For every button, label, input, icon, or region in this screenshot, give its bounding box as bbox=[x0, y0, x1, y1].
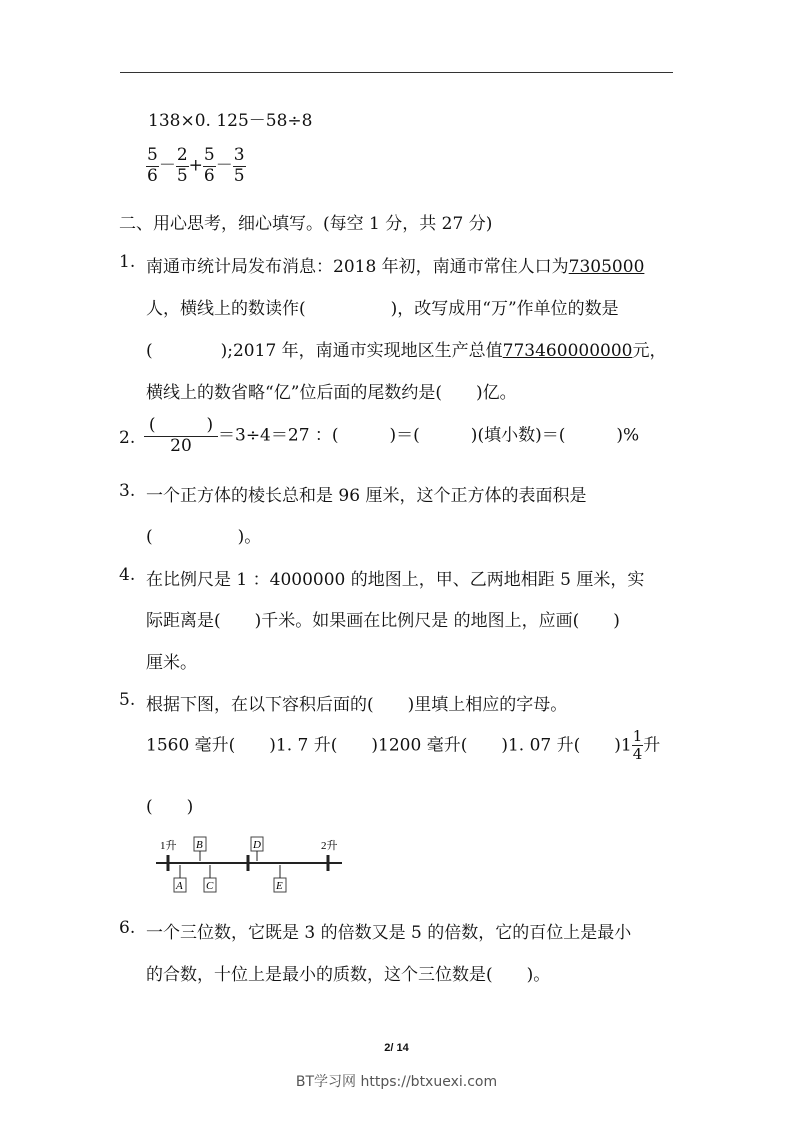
numerator: 1 bbox=[632, 727, 643, 745]
denominator: 5 bbox=[233, 165, 245, 186]
gdp-number: 773460000000 bbox=[502, 341, 633, 361]
q3-line1: 一个正方体的棱长总和是 96 厘米，这个正方体的表面积是 bbox=[146, 486, 587, 506]
denominator: 20 bbox=[170, 435, 192, 456]
text: 1560 毫升( )1. 7 升( )1200 毫升( )1. 07 升( )1 bbox=[146, 735, 632, 756]
label-e: E bbox=[276, 880, 283, 892]
q2-number: 2. bbox=[119, 428, 136, 448]
calc-expression-2 bbox=[146, 146, 246, 186]
text: ( );2017 年，南通市实现地区生产总值 bbox=[146, 341, 503, 361]
q1-number: 1. bbox=[119, 252, 136, 272]
q6-number: 6. bbox=[119, 918, 136, 938]
label-a: A bbox=[176, 880, 183, 892]
q4-line1: 在比例尺是 1 ：4000000 的地图上，甲、乙两地相距 5 厘米，实 bbox=[146, 570, 645, 590]
calc-expression-1: 138×0. 125－58÷8 bbox=[148, 111, 313, 131]
page-number: 2/ 14 bbox=[384, 1042, 409, 1054]
denominator: 4 bbox=[632, 745, 643, 764]
text: 升 bbox=[643, 735, 661, 756]
watermark: BT学习网 https://btxuexi.com bbox=[295, 1074, 498, 1090]
q1-line4: 横线上的数省略“亿”位后面的尾数约是( )亿。 bbox=[146, 383, 517, 403]
text: ＝3÷4＝27 ：( )＝( )(填小数)＝( )% bbox=[218, 425, 640, 446]
denominator: 6 bbox=[147, 165, 158, 186]
numerator: 2 bbox=[176, 145, 188, 165]
q5-line2 bbox=[146, 728, 660, 764]
label-d: D bbox=[253, 839, 261, 851]
text: 南通市统计局发布消息：2018 年初，南通市常住人口为 bbox=[146, 257, 569, 277]
q6-line1: 一个三位数，它既是 3 的倍数又是 5 的倍数，它的百位上是最小 bbox=[146, 923, 632, 943]
q3-number: 3. bbox=[119, 481, 136, 501]
q3-line2: ( )。 bbox=[146, 527, 262, 547]
q5-line3: ( ) bbox=[146, 797, 194, 817]
section-heading: 二、用心思考，细心填写。(每空 1 分，共 27 分) bbox=[119, 214, 493, 234]
operator: + bbox=[188, 155, 203, 176]
label-2l: 2升 bbox=[321, 840, 338, 852]
operator: － bbox=[215, 155, 233, 176]
q1-line1 bbox=[146, 252, 644, 277]
q4-number: 4. bbox=[119, 565, 136, 585]
q1-line3 bbox=[146, 336, 666, 361]
label-c: C bbox=[206, 880, 214, 892]
numerator: 3 bbox=[233, 145, 245, 165]
q4-line3: 厘米。 bbox=[146, 653, 197, 673]
numerator: 5 bbox=[203, 145, 215, 165]
population-number: 7305000 bbox=[568, 257, 645, 277]
q2-line bbox=[144, 416, 639, 456]
capacity-number-line bbox=[150, 830, 350, 896]
q4-line2: 际距离是( )千米。如果画在比例尺是 的地图上，应画( ) bbox=[146, 611, 620, 631]
numerator: 5 bbox=[147, 145, 158, 165]
q5-number: 5. bbox=[119, 690, 136, 710]
denominator: 5 bbox=[176, 165, 188, 186]
header-rule bbox=[120, 72, 673, 73]
text: 元， bbox=[632, 341, 667, 361]
label-b: B bbox=[196, 839, 203, 851]
denominator: 6 bbox=[203, 165, 215, 186]
numerator: ( ) bbox=[144, 416, 218, 437]
operator: － bbox=[158, 155, 176, 176]
q6-line2: 的合数，十位上是最小的质数，这个三位数是( )。 bbox=[146, 965, 551, 985]
label-1l: 1升 bbox=[160, 840, 177, 852]
q1-line2: 人，横线上的数读作( )，改写成用“万”作单位的数是 bbox=[146, 299, 619, 319]
q5-line1: 根据下图，在以下容积后面的( )里填上相应的字母。 bbox=[146, 695, 568, 715]
